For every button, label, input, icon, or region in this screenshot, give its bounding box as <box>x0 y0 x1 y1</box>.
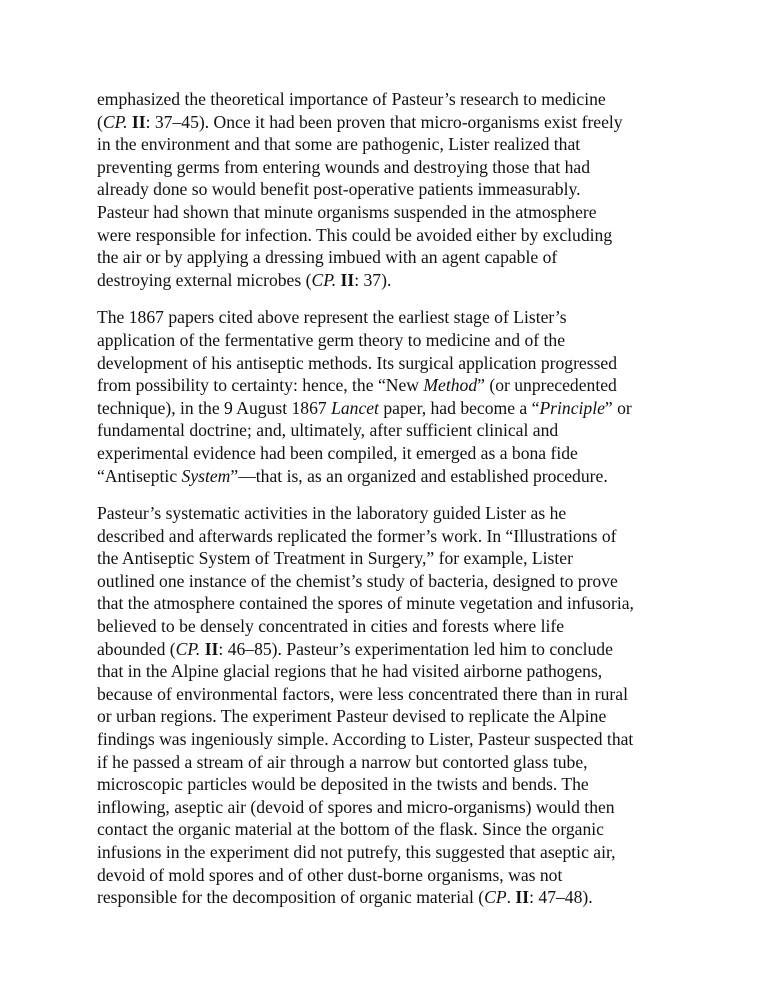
italic-text: Principle <box>539 397 605 418</box>
text-line <box>97 841 682 864</box>
text-run: ”—that is, as an organized and established procedure. <box>230 465 608 486</box>
text-run: the Antiseptic System of Treatment in Surgery,” for example, Lister <box>97 548 573 569</box>
italic-text: CP <box>484 887 507 908</box>
text-line <box>97 246 682 269</box>
text-run: ” (or unprecedented <box>477 375 617 396</box>
text-run: technique), in the 9 August 1867 <box>97 397 332 418</box>
text-line <box>97 352 682 375</box>
text-run: that in the Alpine glacial regions that he had visited airborne pathogens, <box>97 661 603 682</box>
italic-text: Method <box>423 375 478 396</box>
text-run: that the atmosphere contained the spores of minute vegetation and infusoria, <box>97 593 634 614</box>
text-line <box>97 88 682 111</box>
italic-text: CP. <box>175 638 201 659</box>
text-line <box>97 156 682 179</box>
text-run: preventing germs from entering wounds and destroying those that had <box>97 156 591 177</box>
text-run: ” or <box>604 397 632 418</box>
text-line <box>97 502 682 525</box>
text-line <box>97 638 682 661</box>
text-line <box>97 864 682 887</box>
paragraph <box>97 306 682 487</box>
bold-text: II <box>131 111 146 132</box>
text-run: findings was ingeniously simple. According to Lister, Pasteur suspected that <box>97 729 634 750</box>
text-run: paper, had become a “ <box>378 397 540 418</box>
text-line <box>97 796 682 819</box>
text-line <box>97 397 682 420</box>
text-run: ( <box>97 111 103 132</box>
text-run: outlined one instance of the chemist’s study of bacteria, designed to prove <box>97 570 618 591</box>
text-run: in the environment and that some are pathogenic, Lister realized that <box>97 134 581 155</box>
text-run: destroying external microbes ( <box>97 269 312 290</box>
text-line <box>97 465 682 488</box>
text-line <box>97 442 682 465</box>
bold-text: II <box>340 269 355 290</box>
paragraph <box>97 88 682 291</box>
text-run: : 37). <box>354 269 392 290</box>
text-line <box>97 570 682 593</box>
paragraph <box>97 502 682 909</box>
text-run: abounded ( <box>97 638 176 659</box>
text-line <box>97 751 682 774</box>
text-run: described and afterwards replicated the former’s work. In “Illustrations of <box>97 525 617 546</box>
text-run: contact the organic material at the bottom of the flask. Since the organic <box>97 819 604 840</box>
text-run: fundamental doctrine; and, ultimately, after sufficient clinical and <box>97 420 559 441</box>
text-run: or urban regions. The experiment Pasteur devised to replicate the Alpine <box>97 706 607 727</box>
text-line <box>97 269 682 292</box>
italic-text: Lancet <box>331 397 379 418</box>
italic-text: CP. <box>311 269 337 290</box>
text-run: were responsible for infection. This could be avoided either by excluding <box>97 224 613 245</box>
text-line <box>97 329 682 352</box>
text-run: : 47–48). <box>529 887 593 908</box>
bold-text: II <box>204 638 219 659</box>
text-run: devoid of mold spores and of other dust-borne organisms, was not <box>97 864 563 885</box>
text-line <box>97 111 682 134</box>
text-run: : 46–85). Pasteur’s experimentation led him to conclude <box>218 638 613 659</box>
text-run: infusions in the experiment did not putrefy, this suggested that aseptic air, <box>97 842 616 862</box>
text-run: Pasteur had shown that minute organisms suspended in the atmosphere <box>97 201 597 222</box>
text-run: believed to be densely concentrated in cities and forests where life <box>97 616 565 637</box>
text-run: . <box>506 887 516 908</box>
text-run: development of his antiseptic methods. Its surgical application progressed <box>97 352 618 373</box>
text-line <box>97 419 682 442</box>
text-run: from possibility to certainty: hence, the “New <box>97 375 424 396</box>
text-run: application of the fermentative germ theory to medicine and of the <box>97 329 566 350</box>
text-line <box>97 886 682 909</box>
text-line <box>97 525 682 548</box>
text-line <box>97 705 682 728</box>
text-run: “Antiseptic <box>97 465 182 486</box>
text-run: emphasized the theoretical importance of Pasteur’s research to medicine <box>97 89 606 109</box>
text-run: inflowing, aseptic air (devoid of spores and micro-organisms) would then <box>97 796 615 817</box>
text-line <box>97 592 682 615</box>
italic-text: CP. <box>102 111 128 132</box>
text-line <box>97 683 682 706</box>
text-line <box>97 547 682 570</box>
text-line <box>97 178 682 201</box>
text-line <box>97 224 682 247</box>
text-run: microscopic particles would be deposited in the twists and bends. The <box>97 774 589 795</box>
text-run: Pasteur’s systematic activities in the laboratory guided Lister as he <box>97 503 567 524</box>
text-run: because of environmental factors, were less concentrated there than in rural <box>97 683 628 704</box>
text-line <box>97 201 682 224</box>
italic-text: System <box>181 465 231 486</box>
text-run: experimental evidence had been compiled, it emerged as a bona fide <box>97 442 578 463</box>
text-line <box>97 615 682 638</box>
text-line <box>97 728 682 751</box>
text-line <box>97 773 682 796</box>
text-line <box>97 818 682 841</box>
text-run: : 37–45). Once it had been proven that micro-organisms exist freely <box>145 111 623 132</box>
text-run: responsible for the decomposition of organic material ( <box>97 887 485 908</box>
text-line <box>97 306 682 329</box>
text-line <box>97 660 682 683</box>
text-run: The 1867 papers cited above represent the earliest stage of Lister’s <box>97 307 567 328</box>
text-run: the air or by applying a dressing imbued with an agent capable of <box>97 247 558 268</box>
text-line <box>97 374 682 397</box>
bold-text: II <box>515 887 530 908</box>
document-page <box>97 88 682 924</box>
text-run: if he passed a stream of air through a narrow but contorted glass tube, <box>97 751 588 772</box>
text-run: already done so would benefit post-operative patients immeasurably. <box>97 179 581 200</box>
text-line <box>97 133 682 156</box>
